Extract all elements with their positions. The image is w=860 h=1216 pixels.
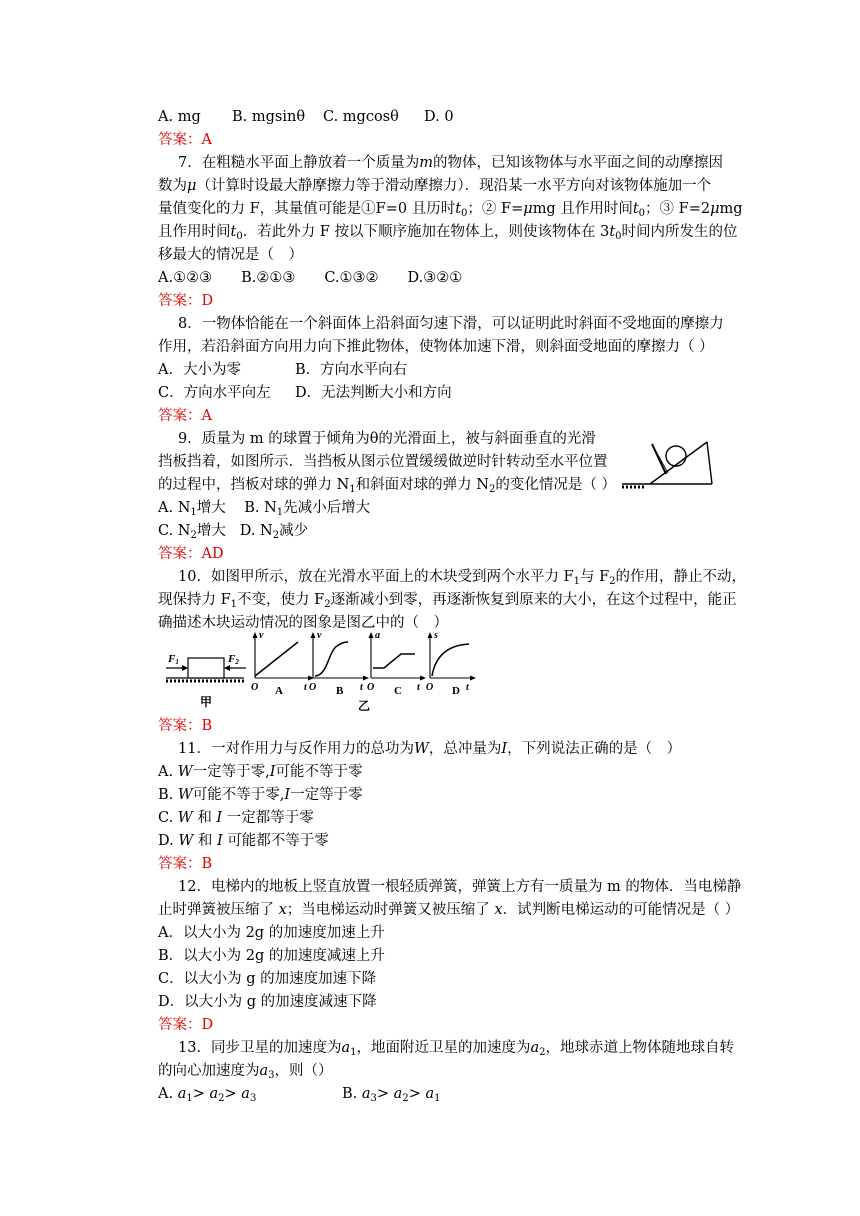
- q8-line1: 8．一物体恰能在一个斜面体上沿斜面匀速下滑，可以证明此时斜面不受地面的摩擦力: [178, 316, 724, 332]
- graph-a-x-label: t: [304, 682, 307, 693]
- graph-c-x-label: t: [417, 682, 420, 693]
- q12-option-c: C．以大小为 g 的加速度加速下降: [158, 971, 377, 987]
- q10-answer: 答案：B: [158, 718, 213, 734]
- force-f2-arrowhead: [224, 665, 230, 671]
- label-f2: F2: [228, 653, 239, 666]
- q6-answer: 答案：A: [158, 132, 212, 148]
- graph-c-origin: O: [367, 682, 375, 693]
- q6-option-d: D. 0: [424, 109, 454, 125]
- q12-line1: 12．电梯内的地板上竖直放置一根轻质弹簧，弹簧上方有一质量为 m 的物体．当电梯静: [178, 879, 742, 895]
- q8-option-a: A．大小为零: [158, 362, 241, 378]
- graph-a: [251, 630, 317, 697]
- force-f1-arrowhead: [182, 665, 188, 671]
- q9-options-ab: A. $N_1$增大 B. $N_1$先减小后增大: [158, 500, 371, 518]
- graph-d-x-label: t: [466, 682, 469, 693]
- wooden-block: [188, 658, 224, 678]
- q10-line3: 确描述木块运动情况的图象是图乙中的（ ）: [158, 615, 448, 631]
- ball: [666, 446, 686, 466]
- q9-answer: 答案：AD: [158, 546, 224, 562]
- q13-option-a: A. $a_1> a_2> a_3$: [158, 1086, 257, 1104]
- label-jia: 甲: [200, 695, 213, 709]
- q9-line3: 的过程中，挡板对球的弹力 $N_1$和斜面对球的弹力 $N_2$的变化情况是（ ）: [158, 477, 616, 495]
- incline-surface: [650, 442, 707, 484]
- graph-b-x-arrowhead: [363, 676, 369, 681]
- graph-b-x-label: t: [360, 682, 363, 693]
- graph-c-x-arrowhead: [420, 676, 426, 681]
- q12-line2: 止时弹簧被压缩了 x；当电梯运动时弹簧又被压缩了 x．试判断电梯运动的可能情况是（ ）: [158, 902, 740, 918]
- q9-line1: 9．质量为 m 的球置于倾角为θ的光滑面上，被与斜面垂直的光滑: [178, 431, 596, 447]
- q11-line1: 11．一对作用力与反作用力的总功为W，总冲量为I，下列说法正确的是（ ）: [178, 741, 682, 757]
- graph-b: [309, 630, 369, 697]
- graph-b-origin: O: [309, 682, 317, 693]
- q7-line1: 7．在粗糙水平面上静放着一个质量为m的物体，已知该物体与水平面之间的动摩擦因: [178, 155, 723, 171]
- graph-b-label: B: [336, 685, 344, 697]
- graph-a-y-label: v: [259, 630, 264, 641]
- q8-option-c: C．方向水平向左: [158, 385, 271, 401]
- q13-option-b: B. $a_3> a_2> a_1$: [342, 1086, 441, 1104]
- incline-back: [707, 442, 712, 484]
- q6-option-c: C. mgcosθ: [323, 109, 399, 125]
- graph-b-curve: [315, 642, 348, 676]
- graph-d-label: D: [452, 685, 460, 697]
- q10-line2: 现保持力 $F_1$不变，使力 $F_2$逐渐减小到零，再逐渐恢复到原来的大小，在这个过程中，能正: [158, 592, 737, 610]
- q7-answer: 答案：D: [158, 293, 214, 309]
- graph-a-y-arrowhead: [253, 632, 258, 638]
- graph-c-label: C: [394, 685, 402, 697]
- graph-d: [426, 630, 476, 697]
- q12-option-d: D．以大小为 g 的加速度减速下降: [158, 994, 377, 1010]
- q7-line3: 量值变化的力 F，其量值可能是①F=0 且历时$t_0$；② F=μmg 且作用时间$t_0$；③ F=2μmg: [158, 201, 743, 219]
- label-f1: F1: [168, 653, 179, 666]
- q8-option-b: B．方向水平向右: [295, 362, 408, 378]
- graph-a-curve: [255, 642, 298, 676]
- graph-c-y-arrowhead: [369, 632, 374, 638]
- q9-line2: 挡板挡着，如图所示．当挡板从图示位置缓缓做逆时针转动至水平位置: [158, 454, 608, 470]
- q9-options-cd: C. $N_2$增大 D. $N_2$减少: [158, 523, 309, 541]
- q13-line1: 13．同步卫星的加速度为$a_1$，地面附近卫星的加速度为$a_2$，地球赤道上物体随地球自转: [178, 1040, 735, 1058]
- q11-answer: 答案：B: [158, 856, 213, 872]
- q8-answer: 答案：A: [158, 408, 212, 424]
- graph-d-y-label: s: [434, 630, 438, 641]
- q7-line2: 数为μ（计算时设最大静摩擦力等于滑动摩擦力）．现沿某一水平方向对该物体施加一个: [158, 178, 712, 194]
- fig-jia-block-forces: [166, 653, 246, 709]
- q7-line4: 且作用时间$t_0$．若此外力 F 按以下顺序施加在物体上，则使该物体在 $3t_0$时间内所发生的位: [158, 224, 738, 242]
- q9-incline-figure: [616, 434, 718, 494]
- q12-option-a: A．以大小为 2g 的加速度加速上升: [158, 925, 385, 941]
- graph-d-x-arrowhead: [470, 676, 476, 681]
- graph-c: [367, 630, 426, 697]
- graph-c-y-label: a: [375, 630, 380, 641]
- q7-line5: 移最大的情况是（ ）: [158, 247, 303, 263]
- graph-d-y-arrowhead: [428, 632, 433, 638]
- q8-option-d: D．无法判断大小和方向: [295, 385, 452, 401]
- q10-figure: [160, 626, 480, 718]
- q11-option-a: A. W一定等于零,I可能不等于零: [158, 764, 363, 780]
- label-yi: 乙: [358, 699, 371, 713]
- graph-d-curve: [432, 644, 469, 676]
- graph-d-origin: O: [426, 682, 434, 693]
- q7-options: A.①②③ B.②①③ C.①③② D.③②①: [158, 270, 463, 286]
- q13-line2: 的向心加速度为$a_3$，则（）: [158, 1063, 333, 1081]
- q11-option-d: D. W 和 I 可能都不等于零: [158, 833, 329, 849]
- graph-a-label: A: [275, 685, 283, 697]
- graph-c-curve: [373, 654, 415, 668]
- q11-option-c: C. W 和 I 一定都等于零: [158, 810, 314, 826]
- q8-line2: 作用，若沿斜面方向用力向下推此物体，使物体加速下滑，则斜面受地面的摩擦力（ ）: [158, 339, 714, 355]
- graph-b-y-label: v: [317, 630, 322, 641]
- q12-option-b: B．以大小为 2g 的加速度减速上升: [158, 948, 385, 964]
- q6-option-b: B. mgsinθ: [232, 109, 306, 125]
- q12-answer: 答案：D: [158, 1017, 214, 1033]
- graph-a-origin: O: [251, 682, 259, 693]
- q6-option-a: A. mg: [158, 109, 201, 125]
- q11-option-b: B. W可能不等于零,I一定等于零: [158, 787, 363, 803]
- q10-line1: 10．如图甲所示，放在光滑水平面上的木块受到两个水平力 $F_1$与 $F_2$的作用，静止不动，: [178, 569, 747, 587]
- graph-b-y-arrowhead: [311, 632, 316, 638]
